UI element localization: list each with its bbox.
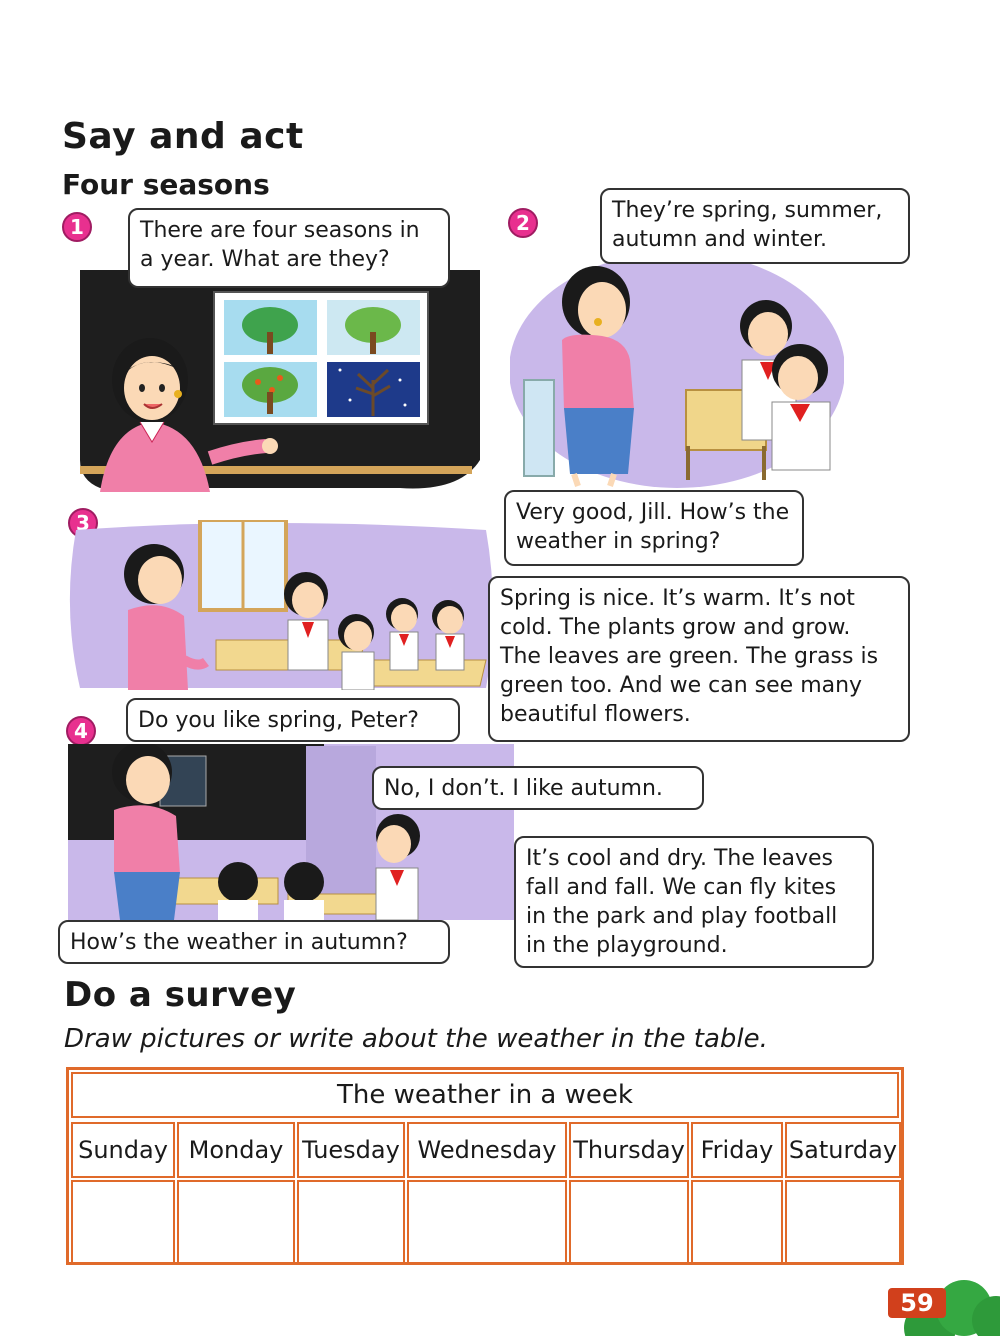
- panel-2-speech-bubble-top: They’re spring, summer, autumn and winter.: [600, 188, 910, 264]
- weather-cell-wednesday[interactable]: [407, 1180, 567, 1264]
- weather-cell-sunday[interactable]: [71, 1180, 175, 1264]
- weather-cell-tuesday[interactable]: [297, 1180, 405, 1264]
- panel-4-speech-bubble-answer: No, I don’t. I like autumn.: [372, 766, 704, 810]
- section-title-say-and-act: Say and act: [62, 116, 304, 157]
- day-header-sunday: Sunday: [71, 1122, 175, 1178]
- day-header-friday: Friday: [691, 1122, 783, 1178]
- panel-4-speech-bubble-question: Do you like spring, Peter?: [126, 698, 460, 742]
- panel-2-illustration: [510, 240, 844, 488]
- weather-cell-monday[interactable]: [177, 1180, 295, 1264]
- panel-number-4: 4: [66, 716, 96, 746]
- day-header-wednesday: Wednesday: [407, 1122, 567, 1178]
- panel-4-speech-bubble-autumn: It’s cool and dry. The leaves fall and fall. We can fly kites in the park and play football in the playground.: [514, 836, 874, 968]
- weather-survey-table: [66, 1067, 904, 1265]
- panel-1-speech-bubble: There are four seasons in a year. What are they?: [128, 208, 450, 288]
- panel-number-2: 2: [508, 208, 538, 238]
- panel-2-speech-bubble-bottom: Very good, Jill. How’s the weather in spring?: [504, 490, 804, 566]
- panel-number-1: 1: [62, 212, 92, 242]
- panel-number-3: 3: [68, 508, 98, 538]
- day-header-thursday: Thursday: [569, 1122, 689, 1178]
- survey-table-header: The weather in a week: [71, 1072, 899, 1118]
- subtitle-four-seasons: Four seasons: [62, 168, 270, 201]
- panel-1-illustration: [80, 270, 480, 492]
- day-header-saturday: Saturday: [785, 1122, 901, 1178]
- weather-cell-thursday[interactable]: [569, 1180, 689, 1264]
- weather-cell-friday[interactable]: [691, 1180, 783, 1264]
- weather-cell-saturday[interactable]: [785, 1180, 901, 1264]
- panel-4-speech-bubble-teacher: How’s the weather in autumn?: [58, 920, 450, 964]
- survey-instruction: Draw pictures or write about the weather in the table.: [64, 1024, 768, 1054]
- page-number: 59: [888, 1288, 946, 1318]
- section-title-do-a-survey: Do a survey: [64, 975, 297, 1015]
- panel-3-speech-bubble: Spring is nice. It’s warm. It’s not cold. The plants grow and grow. The leaves are green. The grass is green too. And we can see many beautiful flowers.: [488, 576, 910, 742]
- day-header-tuesday: Tuesday: [297, 1122, 405, 1178]
- panel-3-illustration: [66, 520, 500, 690]
- day-header-monday: Monday: [177, 1122, 295, 1178]
